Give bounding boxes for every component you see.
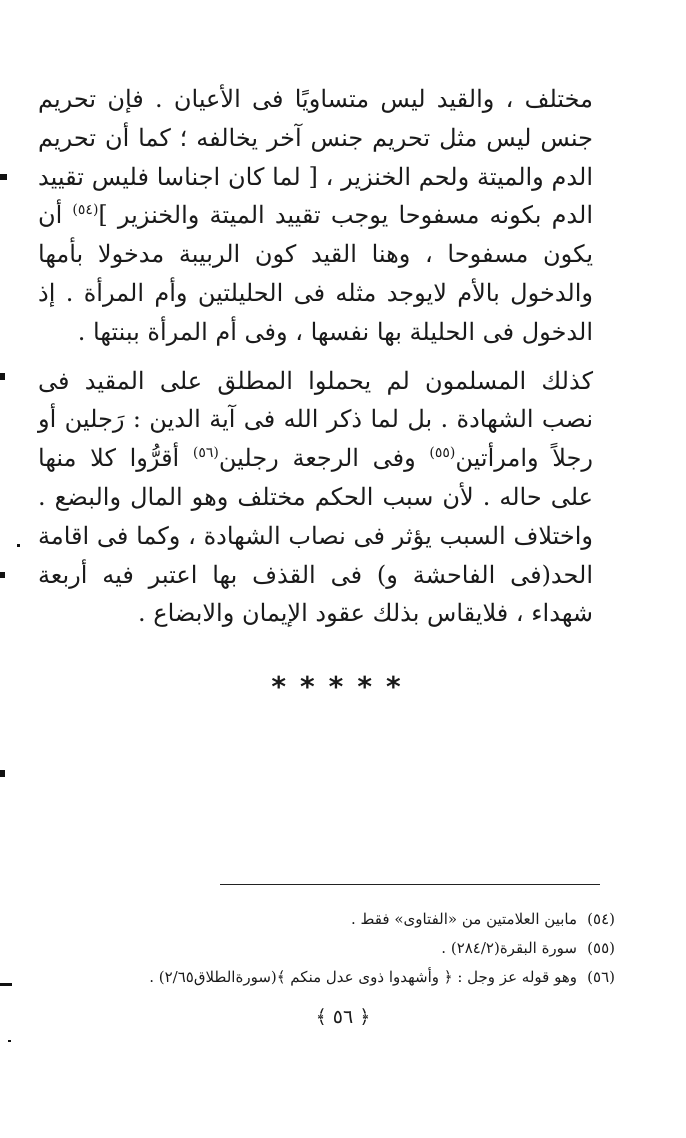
scan-mark xyxy=(0,174,7,180)
scan-mark xyxy=(0,572,5,578)
footnote-text: سورة البقرة(٢٨٤/٢) . xyxy=(441,939,577,957)
scan-mark xyxy=(0,373,5,380)
footnote-number: (٥٤) xyxy=(587,910,615,928)
footnote-number: (٥٥) xyxy=(587,939,615,957)
footnote-text: وهو قوله عز وجل : ﴿ وأشهدوا ذوى عدل منكم ﴾(سورةالطلاق٢/٦٥) . xyxy=(149,968,577,986)
footnote-text: مابين العلامتين من «الفتاوى» فقط . xyxy=(351,910,577,928)
paragraph-2-text: كذلك المسلمون لم يحملوا المطلق على المقيد فى نصب الشهادة . بل لما ذكر الله فى آية الدين : رَجلين أو رجلاً وامرأتين xyxy=(38,366,594,473)
scan-mark xyxy=(0,983,12,986)
page-number: ﴿ ٥٦ ﴾ xyxy=(315,1006,371,1028)
footnote-number: (٥٦) xyxy=(587,968,615,986)
footnote-ref-54: (٥٤) xyxy=(72,202,99,219)
scan-mark xyxy=(0,770,5,777)
scan-mark xyxy=(17,544,20,547)
footnote-55 xyxy=(60,934,615,963)
paragraph-1 xyxy=(38,80,593,352)
paragraph-1-continuation: أن يكون مسفوحا ، وهنا القيد كون الربيبة مدخولا بأمها والدخول بالأم لايوجد مثله فى الحليلتين وأم المرأة . إذ الدخول فى الحليلة بها نفسها ، وفى أم المرأة ببنتها . xyxy=(38,201,593,346)
main-text xyxy=(38,80,593,633)
footnote-ref-56: (٥٦) xyxy=(192,445,219,462)
footnote-divider xyxy=(220,884,600,885)
section-separator: ***** xyxy=(271,670,415,703)
paragraph-2-mid: وفى الرجعة رجلين xyxy=(218,444,430,473)
paragraph-2-continuation: أقرُّوا كلا منها على حاله . لأن سبب الحكم مختلف وهو المال والبضع . واختلاف السبب يؤثر فى نصاب الشهادة ، وكما فى اقامة الحد(فى الفاحشة و) فى القذف بها اعتبر فيه أربعة شهداء ، فلايقاس بذلك عقود الإيمان والابضاع . xyxy=(38,444,593,628)
scan-mark xyxy=(8,1040,11,1042)
footnote-56 xyxy=(60,963,615,992)
paragraph-2 xyxy=(38,362,593,634)
paragraph-1-text: مختلف ، والقيد ليس متساويًا فى الأعيان . فإن تحريم جنس ليس مثل تحريم جنس آخر يخالفه ؛ كما أن تحريم الدم والميتة ولحم الخنزير ، [ لما كان اجناسا فليس تقييد الدم بكونه مسفوحا يوجب تقييد الميتة والخنزير ] xyxy=(38,85,593,230)
footnote-54 xyxy=(60,905,615,934)
footnote-ref-55: (٥٥) xyxy=(429,445,456,462)
footnotes xyxy=(60,905,615,992)
